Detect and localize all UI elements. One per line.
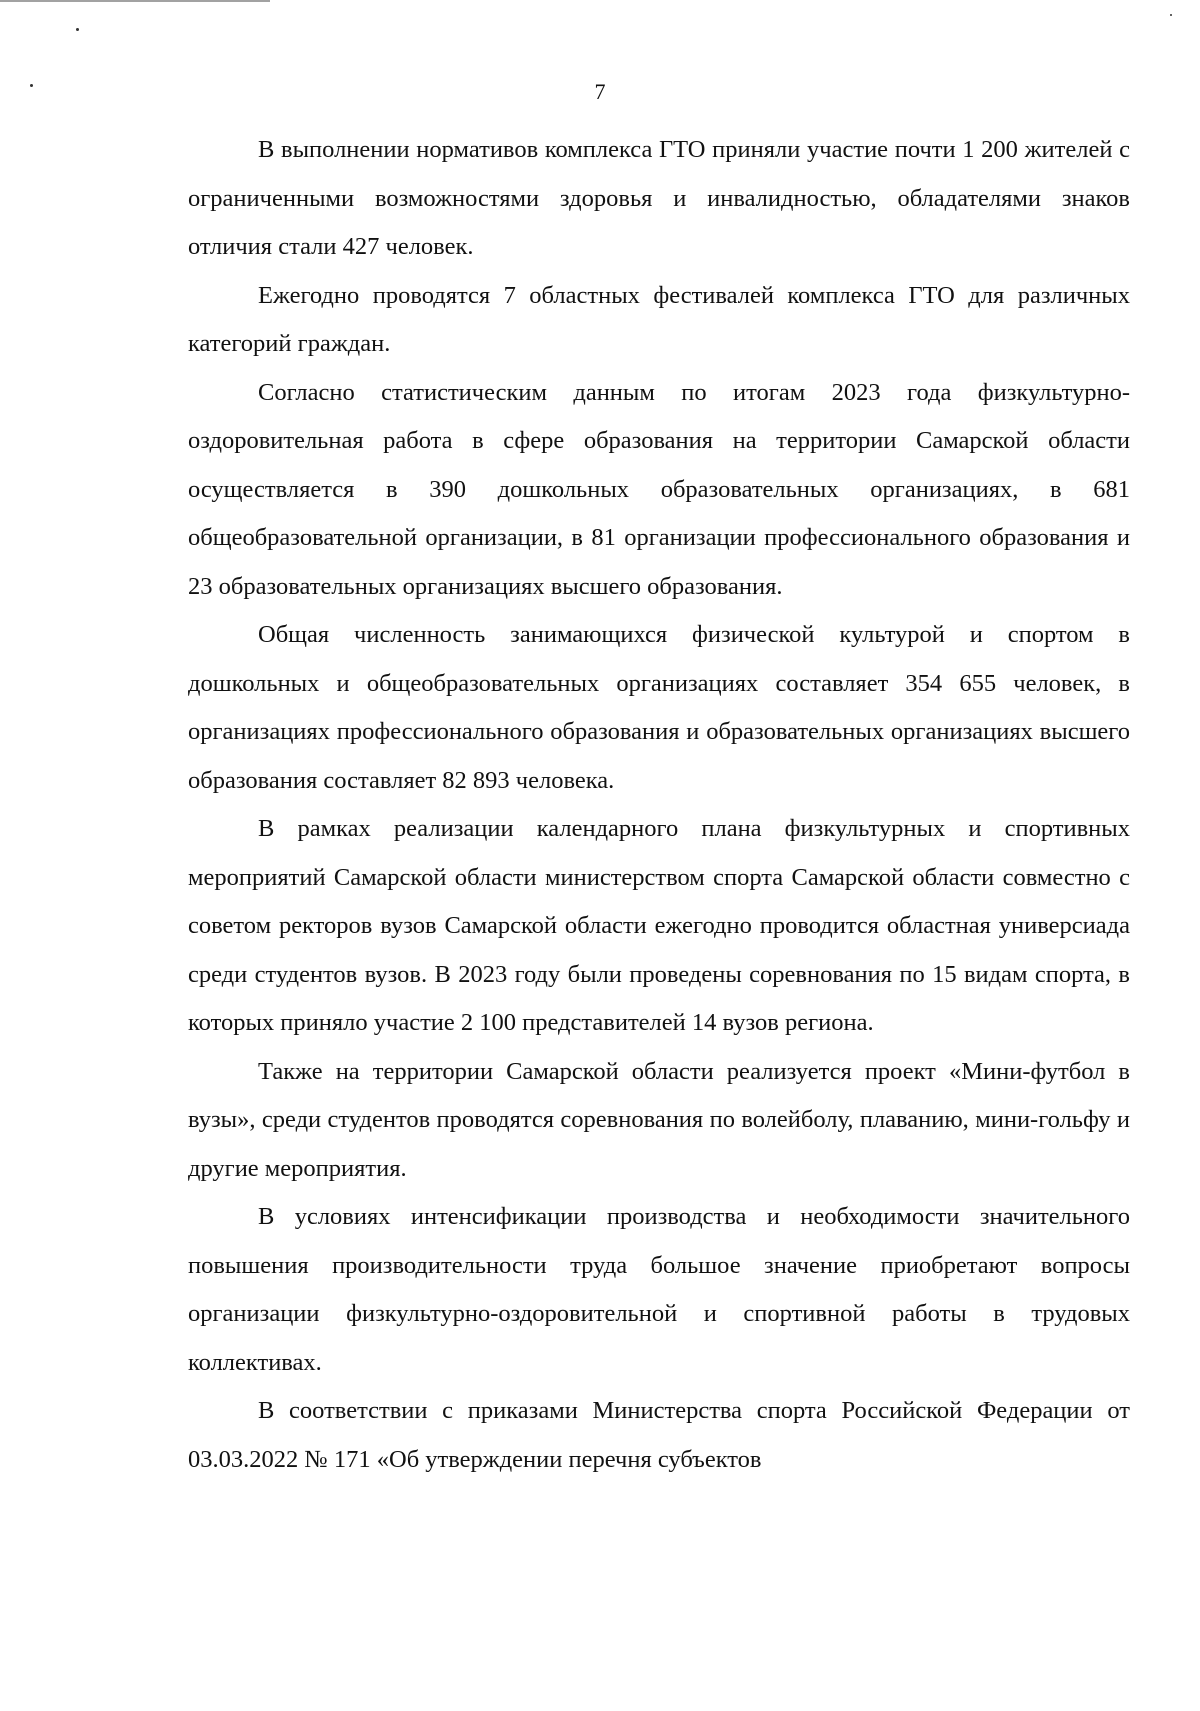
paragraph: Общая численность занимающихся физической культурой и спортом в дошкольных и общеобразовательных организациях составляет 354 655 человек, в организациях профессионального образования и образовательных организациях высшего образования составляет 82 893 человека. [188,621,1130,794]
paragraph: В соответствии с приказами Министерства спорта Российской Федерации от 03.03.2022 № 171 «Об утверждении перечня субъектов [188,1397,1130,1473]
scan-speck [1170,14,1172,16]
page-number: 7 [594,79,606,104]
body-text [188,126,1130,1484]
paragraph: В выполнении нормативов комплекса ГТО приняли участие почти 1 200 жителей с ограниченными возможностями здоровья и инвалидностью, обладателями знаков отличия стали 427 человек. [188,136,1130,260]
paragraph: Также на территории Самарской области реализуется проект «Мини-футбол в вузы», среди студентов проводятся соревнования по волейболу, плаванию, мини-гольфу и другие мероприятия. [188,1057,1130,1182]
paragraph: Согласно статистическим данным по итогам 2023 года физкультурно-оздоровительная работа в сфере образования на территории Самарской области осуществляется в 390 дошкольных образовательных организациях, в 681 общеобразовательной организации, в 81 организации профессионального образования и 23 образовательных организациях высшего образования. [188,378,1130,600]
scan-edge-line [0,0,270,2]
paragraph: В рамках реализации календарного плана физкультурных и спортивных мероприятий Самарской области министерством спорта Самарской области совместно с советом ректоров вузов Самарской области ежегодно проводится областная универсиада среди студентов вузов. В 2023 году были проведены соревнования по 15 видам спорта, в которых приняло участие 2 100 представителей 14 вузов региона. [188,815,1130,1036]
scan-speck [76,28,79,31]
paragraph: В условиях интенсификации производства и необходимости значительного повышения производительности труда большое значение приобретают вопросы организации физкультурно-оздоровительной и спортивной работы в трудовых коллективах. [188,1203,1130,1376]
paragraph: Ежегодно проводятся 7 областных фестивалей комплекса ГТО для различных категорий граждан. [188,281,1130,357]
